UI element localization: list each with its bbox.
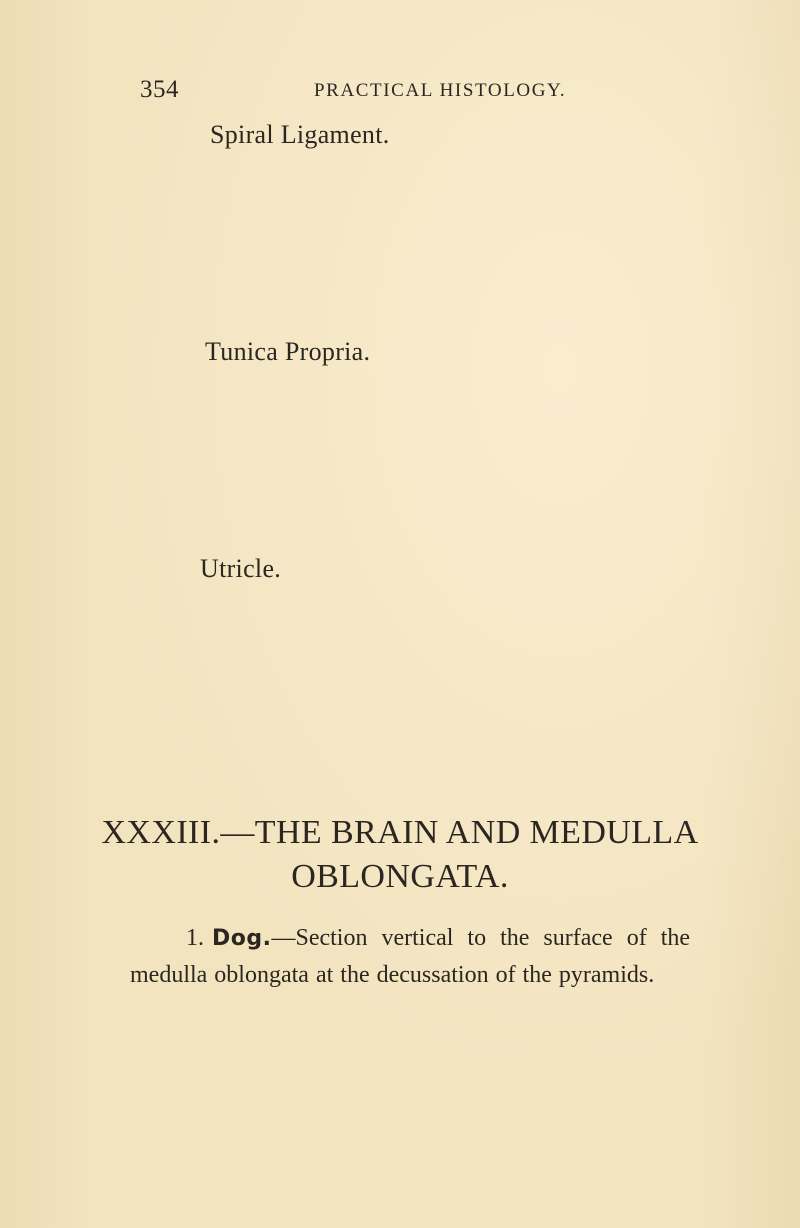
entry-number: 1. xyxy=(186,925,204,951)
section-heading-line-2: OBLONGATA. xyxy=(291,858,509,895)
entry-line-1 xyxy=(130,920,770,957)
page-number: 354 xyxy=(140,76,179,103)
entry-text-line-1: —Section vertical to the surface of the xyxy=(271,925,691,951)
running-title: PRACTICAL HISTOLOGY. xyxy=(314,80,567,101)
plate-label-utricle: Utricle. xyxy=(200,554,282,583)
entry-text-line-2: medulla oblongata at the decussation of the pyramids. xyxy=(130,962,655,988)
entry-term: Dog. xyxy=(212,926,272,951)
section-heading-line-1: XXXIII.—THE BRAIN AND MEDULLA xyxy=(101,814,699,851)
plate-label-tunica-propria: Tunica Propria. xyxy=(205,337,371,366)
running-head xyxy=(140,76,600,106)
plate-label-spiral-ligament: Spiral Ligament. xyxy=(210,120,390,149)
specimen-entry xyxy=(130,920,770,994)
